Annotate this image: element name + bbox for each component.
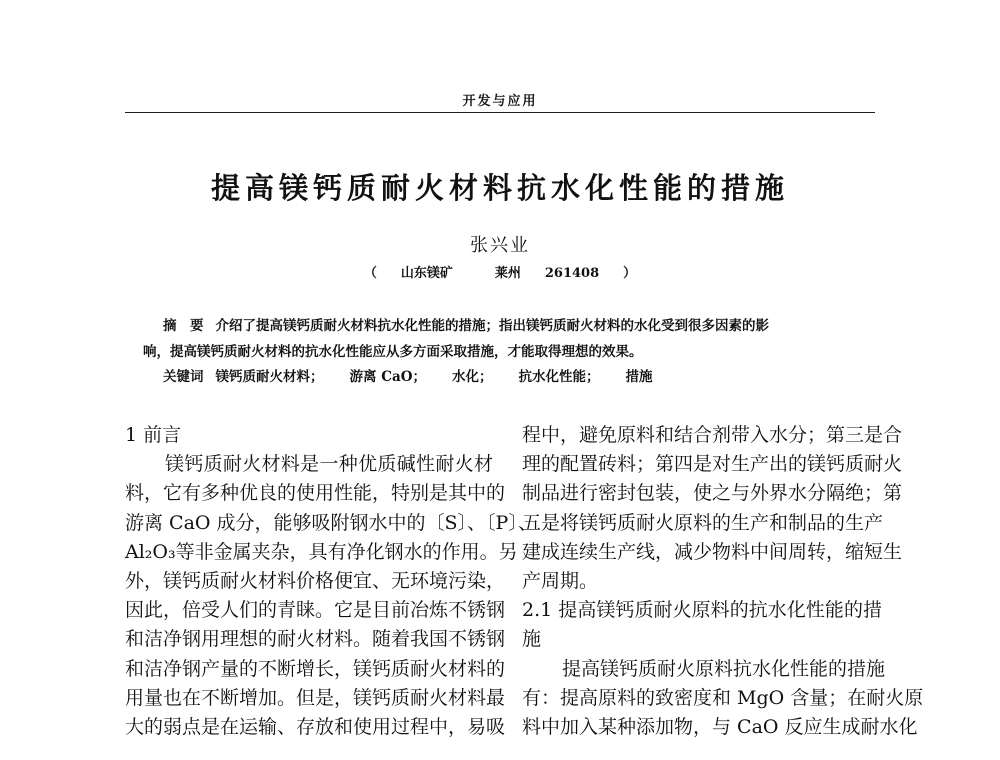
keyword: 水化；: [451, 369, 493, 385]
author: 张兴业: [470, 235, 530, 256]
body-line: Al₂O₃等非金属夹杂，具有净化钢水的作用。另: [125, 540, 518, 563]
left-column: [125, 421, 537, 742]
affiliation-city: 莱州: [494, 266, 521, 281]
affiliation: [0, 262, 1000, 281]
keyword: 抗水化性能；: [518, 369, 600, 385]
body-line: 五是将镁钙质耐火原料的生产和制品的生产: [522, 511, 884, 534]
body-line: 用量也在不断增加。但是，镁钙质耐火材料最: [125, 686, 506, 709]
body-line: 大的弱点是在运输、存放和使用过程中，易吸: [125, 715, 506, 738]
affiliation-open: （: [363, 266, 377, 281]
keyword: 镁钙质耐火材料；: [215, 369, 324, 385]
body-line: 因此，倍受人们的青睐。它是目前冶炼不锈钢: [125, 599, 506, 622]
body-line: 提高镁钙质耐火原料抗水化性能的措施: [562, 657, 886, 680]
body-line: 程中，避免原料和结合剂带入水分；第三是合: [522, 424, 903, 446]
affiliation-close: ）: [623, 266, 637, 281]
subsection-heading: 2.1 提高镁钙质耐火原料的抗水化性能的措: [522, 599, 882, 622]
header-rule: [125, 112, 875, 113]
right-column: [522, 421, 924, 742]
body-line: 和洁净钢产量的不断增长，镁钙质耐火材料的: [125, 657, 506, 680]
paper-title: 提高镁钙质耐火材料抗水化性能的措施: [210, 171, 789, 205]
body-line: 产周期。: [522, 569, 599, 592]
subsection-heading-cont: 施: [522, 628, 542, 651]
keywords-label: 关键词: [163, 369, 204, 385]
running-head: 开发与应用: [462, 94, 538, 109]
body-line: 游离 CaO 成分，能够吸附钢水中的〔S〕、〔P〕、: [125, 511, 537, 534]
keywords: [163, 365, 652, 385]
affiliation-org: 山东镁矿: [400, 266, 453, 281]
keyword: 游离 CaO；: [349, 369, 426, 385]
abstract-line-1: [163, 314, 769, 334]
body-line: 料中加入某种添加物，与 CaO 反应生成耐水化: [522, 715, 918, 738]
abstract-label: 摘 要: [163, 318, 204, 334]
abstract-text-1: 介绍了提高镁钙质耐火材料抗水化性能的措施；指出镁钙质耐火材料的水化受到很多因素的影: [215, 318, 769, 334]
body-line: 建成连续生产线，减少物料中间周转，缩短生: [522, 540, 903, 563]
body-line: 理的配置砖料；第四是对生产出的镁钙质耐火: [522, 453, 903, 476]
body-line: 镁钙质耐火材料是一种优质碱性耐火材: [165, 453, 493, 476]
body-line: 和洁净钢用理想的耐火材料。随着我国不锈钢: [125, 628, 506, 651]
abstract-line-2: 响，提高镁钙质耐火材料的抗水化性能应从多方面采取措施，才能取得理想的效果。: [143, 344, 643, 360]
section-heading: 1 前言: [125, 424, 182, 446]
body-line: 料，它有多种优良的使用性能，特别是其中的: [125, 482, 506, 505]
body-line: 制品进行密封包装，使之与外界水分隔绝；第: [522, 482, 903, 505]
affiliation-postcode: 261408: [544, 266, 600, 281]
body-line: 外，镁钙质耐火材料价格便宜、无环境污染，: [125, 569, 506, 592]
keyword: 措施: [625, 369, 653, 385]
body-line: 有：提高原料的致密度和 MgO 含量；在耐火原: [522, 686, 924, 709]
